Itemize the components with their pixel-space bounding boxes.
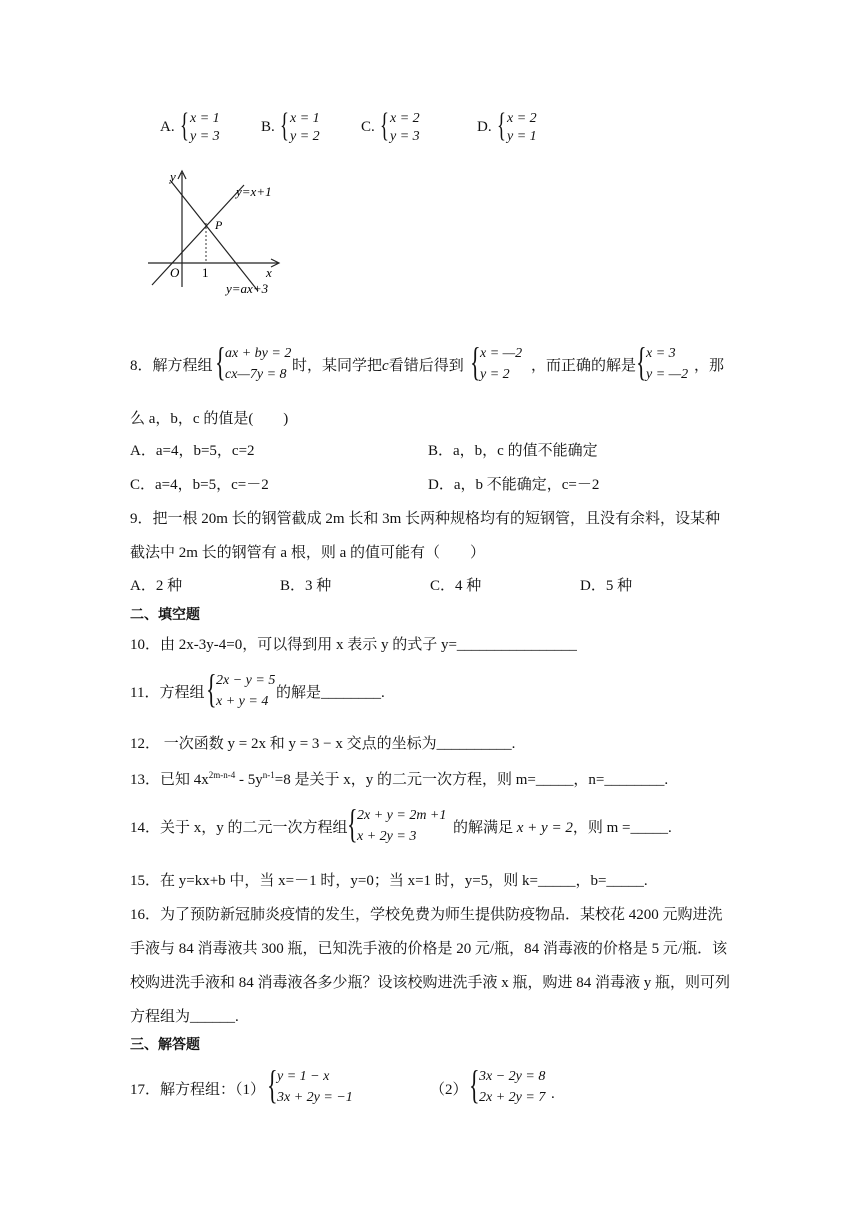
q8-mid1: 时，某同学把c看错后得到 — [292, 358, 464, 374]
line1-label: y=x+1 — [236, 184, 272, 199]
brace-icon: { — [267, 1062, 278, 1107]
q13: 13．已知 $4x^{2m-n-4} - 5y^{n-1}=8$ 是关于 x，y 的二元一次方程，则 m=_____，n=________. — [130, 770, 669, 788]
q16-line3: 校购进洗手液和 84 消毒液各多少瓶？设该校购进洗手液 x 瓶，购进 84 消毒液 y 瓶，则可列 — [130, 975, 731, 991]
origin-label: O — [170, 265, 180, 280]
brace-icon: { — [469, 1062, 480, 1107]
q9-line2: 截法中 2m 长的钢管有 a 根，则 a 的值可能有（ ） — [130, 545, 485, 561]
option-a-letter: A. — [160, 119, 175, 135]
q8-option-a: A．a=4，b=5，c=2 — [130, 443, 255, 459]
point-p-label: P — [215, 218, 223, 232]
q7-graph — [140, 165, 285, 300]
x-axis-label: x — [266, 265, 272, 280]
option-d-letter: D. — [477, 119, 492, 135]
q16-line1: 16．为了预防新冠肺炎疫情的发生，学校免费为师生提供防疫物品．某校花 4200 元购进洗 — [130, 907, 723, 923]
q8-option-d: D．a，b 不能确定，c=－2 — [428, 477, 600, 493]
q9-option-a: A．2 种 — [130, 578, 183, 594]
q8-suffix: ，那 — [694, 358, 725, 374]
brace-icon: { — [280, 107, 289, 144]
section-solve-heading: 三、解答题 — [130, 1037, 200, 1053]
q8-prefix: 8．解方程组 — [130, 358, 213, 374]
q14-rest: 的解满足 x + y = 2，则 m =_____. — [453, 820, 672, 836]
q8-option-b: B．a，b，c 的值不能确定 — [428, 443, 598, 459]
option-b-letter: B. — [261, 119, 275, 135]
q9-option-b: B．3 种 — [280, 578, 332, 594]
q17-end: . — [551, 1086, 555, 1102]
q16-line4: 方程组为______. — [130, 1009, 239, 1025]
line2-label: y=ax+3 — [226, 281, 269, 296]
brace-icon: { — [636, 339, 647, 384]
line-y-x-plus-1 — [152, 185, 244, 285]
q15: 15．在 y=kx+b 中，当 x=－1 时，y=0；当 x=1 时，y=5，则 k=_____，b=_____. — [130, 873, 648, 889]
q9-option-d: D．5 种 — [580, 578, 633, 594]
option-c-letter: C. — [361, 119, 375, 135]
brace-icon: { — [347, 801, 358, 846]
q10: 10．由 2x-3y-4=0，可以得到用 x 表示 y 的式子 y=________________ — [130, 637, 577, 653]
q17-part2-label: （2） — [430, 1082, 468, 1098]
q9-option-c: C．4 种 — [430, 578, 482, 594]
q16-line2: 手液与 84 消毒液共 300 瓶，已知洗手液的价格是 20 元/瓶，84 消毒液的价格是 5 元/瓶．该 — [130, 941, 728, 957]
brace-icon: { — [380, 107, 389, 144]
y-axis-label: y — [170, 169, 176, 184]
q14-prefix: 14．关于 x，y 的二元一次方程组 — [130, 820, 348, 836]
brace-icon: { — [180, 107, 189, 144]
q17-prefix: 17．解方程组：（1） — [130, 1082, 266, 1098]
brace-icon: { — [206, 666, 217, 711]
brace-icon: { — [470, 339, 481, 384]
tick-1-label: 1 — [202, 265, 209, 280]
section-fill-in-heading: 二、填空题 — [130, 607, 200, 623]
q12: 12． 一次函数 y = 2x 和 y = 3 − x 交点的坐标为__________. — [130, 736, 516, 752]
q11-prefix: 11．方程组 — [130, 685, 205, 701]
q8-line2: 么 a，b，c 的值是( ) — [130, 411, 289, 427]
q8-option-c: C．a=4，b=5，c=－2 — [130, 477, 269, 493]
q9-line1: 9．把一根 20m 长的钢管截成 2m 长和 3m 长两种规格均有的短钢管，且没有余料，设某种 — [130, 511, 721, 527]
q8-mid3: ，而正确的解是 — [531, 358, 637, 374]
q11-suffix: 的解是________. — [276, 685, 385, 701]
brace-icon: { — [497, 107, 506, 144]
brace-icon: { — [215, 339, 226, 384]
